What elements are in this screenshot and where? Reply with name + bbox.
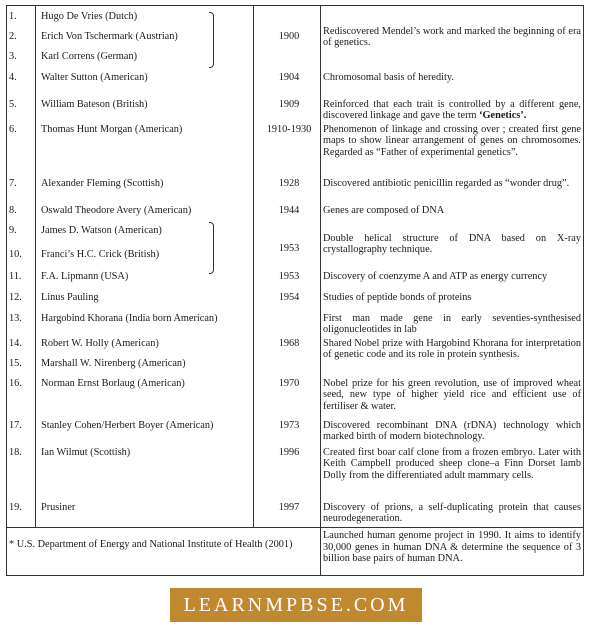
column-divider [35, 6, 36, 527]
row-number: 4. [9, 72, 17, 83]
row-number: 9. [9, 225, 17, 236]
discovery-text: Genes are composed of DNA [323, 205, 445, 216]
discovery-text: Discovered antibiotic penicillin regarded as “wonder drug”. [323, 178, 570, 189]
scientist-name: Linus Pauling [41, 292, 99, 303]
discovery-text: Studies of peptide bonds of proteins [323, 292, 472, 303]
scientist-name: Norman Ernst Borlaug (American) [41, 378, 185, 389]
row-number: 3. [9, 51, 17, 62]
row-number: 10. [9, 249, 22, 260]
discovery-text: Double helical structure of DNA based on X-ray crystallography technique. [323, 233, 581, 256]
year: 1997 [278, 502, 300, 513]
row-number: 13. [9, 313, 22, 324]
year: 1910-1930 [266, 124, 312, 135]
year: 1904 [278, 72, 300, 83]
scientist-name: William Bateson (British) [41, 99, 148, 110]
footer-source: * U.S. Department of Energy and National Institute of Health (2001) [9, 539, 293, 550]
row-number: 18. [9, 447, 22, 458]
discovery-text: Rediscovered Mendel’s work and marked the beginning of era of genetics. [323, 26, 581, 49]
discovery-text: Chromosomal basis of heredity. [323, 72, 454, 83]
discovery-text: Nobel prize for his green revolution, use of improved wheat seed, new type of higher yield rice and efficient use of fertiliser & water. [323, 378, 581, 412]
year: 1928 [278, 178, 300, 189]
row-number: 2. [9, 31, 17, 42]
discovery-text: First man made gene in early seventies-synthesised oligonucleotides in lab [323, 313, 581, 336]
row-number: 5. [9, 99, 17, 110]
year: 1953 [278, 243, 300, 254]
scientist-name: Erich Von Tschermark (Austrian) [41, 31, 178, 42]
scientist-name: Thomas Hunt Morgan (American) [41, 124, 183, 135]
scientist-name: F.A. Lipmann (USA) [41, 271, 129, 282]
discovery-text: Created first boar calf clone from a frozen embryo. Later with Keith Campbell produced sheep clone–a Finn Dorset lamb Dolly from the differentiated adult mammary cells. [323, 447, 581, 481]
footer-divider [7, 527, 583, 528]
scientist-name: Walter Sutton (American) [41, 72, 148, 83]
year: 1954 [278, 292, 300, 303]
year: 1944 [278, 205, 300, 216]
scientist-name: Stanley Cohen/Herbert Boyer (American) [41, 420, 214, 431]
row-number: 1. [9, 11, 17, 22]
discovery-text: Discovered recombinant DNA (rDNA) technology which marked birth of modern biotechnology. [323, 420, 581, 443]
row-number: 15. [9, 358, 22, 369]
footer-discovery: Launched human genome project in 1990. It aims to identify 30,000 genes in human DNA & determine the sequence of 3 billion base pairs of human DNA. [323, 530, 581, 564]
row-number: 19. [9, 502, 22, 513]
scientist-name: Oswald Theodore Avery (American) [41, 205, 192, 216]
scientist-name: Hargobind Khorana (India born American) [41, 313, 218, 324]
discovery-text: Phenomenon of linkage and crossing over ; created first gene maps to show linear arrangement of genes on chromosomes. Regarded as “Father of experimental genetics”. [323, 124, 581, 158]
row-number: 16. [9, 378, 22, 389]
scientist-name: Alexander Fleming (Scottish) [41, 178, 164, 189]
scientist-name: Robert W. Holly (American) [41, 338, 159, 349]
scientist-name: Hugo De Vries (Dutch) [41, 11, 138, 22]
scientist-name: Karl Correns (German) [41, 51, 138, 62]
year: 1900 [278, 31, 300, 42]
scientist-name: Franci’s H.C. Crick (British) [41, 249, 160, 260]
row-number: 14. [9, 338, 22, 349]
year: 1996 [278, 447, 300, 458]
scientist-name: Ian Wilmut (Scottish) [41, 447, 131, 458]
row-number: 8. [9, 205, 17, 216]
year: 1953 [278, 271, 300, 282]
scientist-name: Marshall W. Nirenberg (American) [41, 358, 186, 369]
genetics-history-table [6, 5, 584, 576]
row-number: 17. [9, 420, 22, 431]
discovery-text: Discovery of prions, a self-duplicating protein that causes neurodegeneration. [323, 502, 581, 525]
brand-text: LEARNMPBSE.COM [183, 593, 409, 616]
year: 1909 [278, 99, 300, 110]
discovery-text: Reinforced that each trait is controlled by a different gene, discovered linkage and gave the term ‘Genetics’. [323, 99, 581, 122]
row-number: 7. [9, 178, 17, 189]
year: 1973 [278, 420, 300, 431]
row-number: 12. [9, 292, 22, 303]
discovery-text: Shared Nobel prize with Hargobind Khorana for interpretation of genetic code and its role in protein synthesis. [323, 338, 581, 361]
row-number: 6. [9, 124, 17, 135]
brand-banner [170, 588, 422, 622]
scientist-name: Prusiner [41, 502, 76, 513]
year: 1970 [278, 378, 300, 389]
discovery-text: Discovery of coenzyme A and ATP as energy currency [323, 271, 548, 282]
column-divider [320, 6, 321, 575]
year: 1968 [278, 338, 300, 349]
row-number: 11. [9, 271, 22, 282]
scientist-name: James D. Watson (American) [41, 225, 162, 236]
